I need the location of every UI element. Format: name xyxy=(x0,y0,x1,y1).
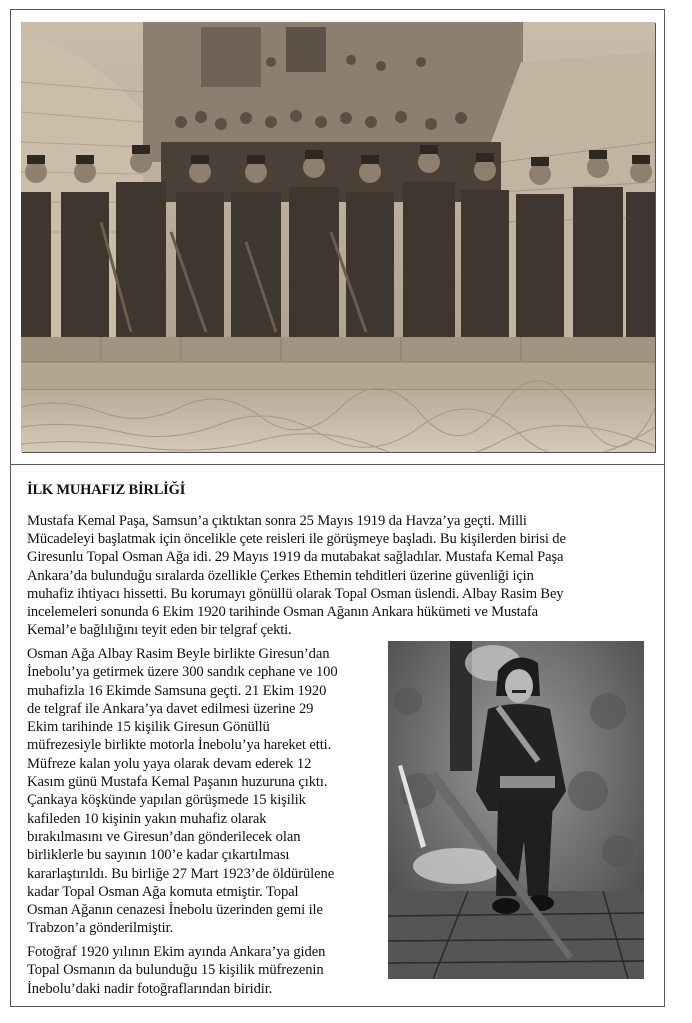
text-line: Ekim tarihinde 15 kişilik Giresun Gönüllü xyxy=(27,719,270,736)
text-line: incelemeleri sonunda 6 Ekim 1920 tarihinde Osman Ağanın Ankara hükümeti ve Mustafa xyxy=(27,604,538,621)
text-line: Çankaya köşkünde yapılan görüşmede 15 kişilik xyxy=(27,792,306,809)
text-line: Osman Ağanın cenazesi İnebolu üzerinden gemi ile xyxy=(27,902,323,919)
text-line: Mücadeleyi başlatmak için öncelikle çete reisleri ile görüşmeye başladı. Bu kişilerden birisi de xyxy=(27,531,566,548)
text-line: İnebolu’ya getirmek üzere 300 sandık cephane ve 100 xyxy=(27,664,338,681)
text-line: de telgraf ile Ankara’ya davet edilmesi üzerine 29 xyxy=(27,700,314,717)
paragraph-caption xyxy=(27,943,372,998)
text-line: Giresunlu Topal Osman Ağa idi. 29 Mayıs 1919 da mutabakat sağladılar. Mustafa Kemal Paşa xyxy=(27,549,564,566)
text-line: Mustafa Kemal Paşa, Samsun’a çıktıktan sonra 25 Mayıs 1919 da Havza’ya geçti. Milli xyxy=(27,513,527,529)
article-heading: İLK MUHAFIZ BİRLİĞİ xyxy=(27,482,186,498)
text-line: Müfreze kalan yolu yaya olarak devam ederek 12 xyxy=(27,755,312,772)
text-line: birliklerle bu sayının 100’e kadar çıkartılması xyxy=(27,847,290,864)
text-line: muhafizla 16 Ekimde Samsuna geçti. 21 Ekim 1920 xyxy=(27,682,327,699)
group-photo xyxy=(21,22,655,452)
text-line: Topal Osmanın da bulunduğu 15 kişilik müfrezenin xyxy=(27,962,324,979)
text-line: Fotoğraf 1920 yılının Ekim ayında Ankara’ya giden xyxy=(27,944,326,960)
text-line: müfrezesiyle birlikte motorla İnebolu’ya hareket etti. xyxy=(27,737,332,754)
text-line: Osman Ağa Albay Rasim Beyle birlikte Giresun’dan xyxy=(27,646,330,662)
text-line: bırakılmasını ve Giresun’dan gönderilecek olan xyxy=(27,828,301,845)
paragraph-history xyxy=(27,645,372,938)
text-line: muhafiz ihtiyacı hissetti. Bu korumayı gönüllü olarak Topal Osman üslendi. Albay Rasim Bey xyxy=(27,585,564,602)
text-line: kararlaştırıldı. Bu birliğe 27 Mart 1923’de öldürülene xyxy=(27,865,335,882)
section-divider xyxy=(10,464,665,465)
paragraph-intro xyxy=(27,512,652,639)
text-line: Kasım günü Mustafa Kemal Paşanın huzuruna çıktı. xyxy=(27,774,328,791)
text-line: Kemal’e bağlılığını teyit eden bir telgraf çekti. xyxy=(27,622,292,639)
group-photo-illustration xyxy=(21,22,655,452)
portrait-photo xyxy=(388,641,644,979)
text-line: Ankara’da bulunduğu sıralarda özellikle Çerkes Ethemin tehditleri üzerine güvenliği için xyxy=(27,567,534,584)
text-line: İnebolu’daki nadir fotoğraflarından biridir. xyxy=(27,980,273,997)
text-line: kadar Topal Osman Ağa komuta etmiştir. Topal xyxy=(27,883,299,900)
text-line: Trabzon’a gönderilmiştir. xyxy=(27,920,174,937)
portrait-photo-illustration xyxy=(388,641,644,979)
text-line: kafileden 10 kişinin yakın muhafiz olarak xyxy=(27,810,267,827)
